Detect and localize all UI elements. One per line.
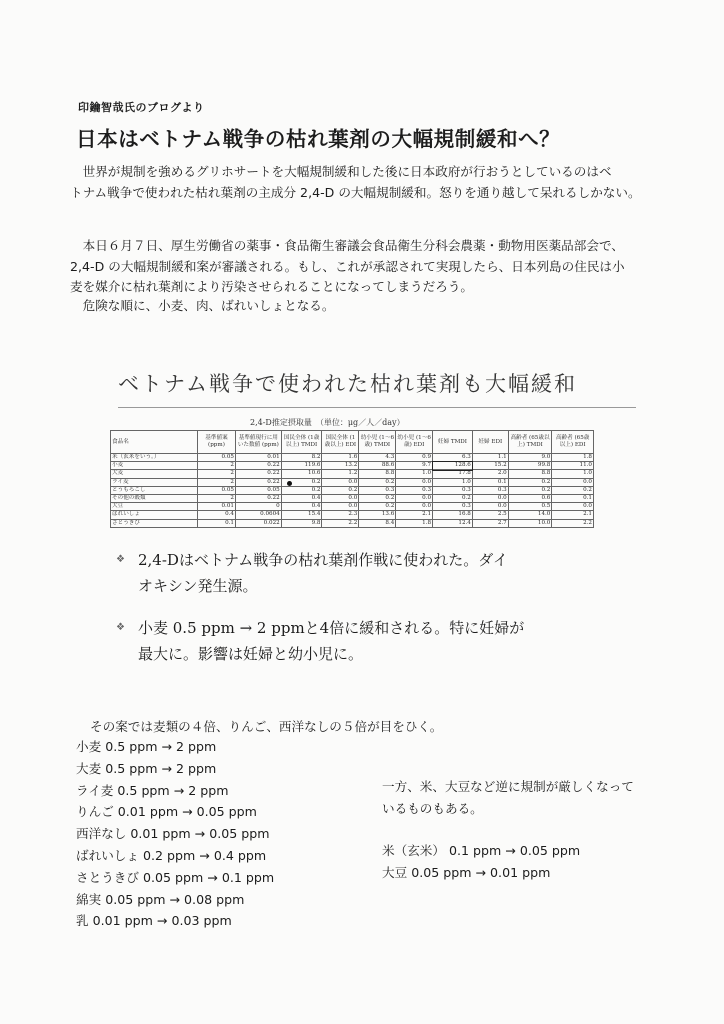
paragraph-2 [70, 236, 690, 298]
list-item: 米（玄米） 0.1 ppm → 0.05 ppm [382, 843, 581, 858]
value-cell: 0.2 [322, 486, 359, 494]
value-cell: 0.05 [197, 486, 235, 494]
value-cell: 0.0604 [235, 511, 281, 519]
value-cell: 2 [197, 470, 235, 478]
value-cell: 0.22 [235, 462, 281, 470]
slide-divider [118, 407, 636, 408]
value-cell: 0.05 [235, 486, 281, 494]
value-cell: 1.1 [472, 454, 508, 462]
paragraph-line: 危険な順に、小麦、肉、ばれいしょとなる。 [70, 298, 335, 313]
value-cell: 0.4 [281, 495, 322, 503]
value-cell: 0 [235, 503, 281, 511]
value-cell: 0.3 [396, 486, 433, 494]
value-cell: 2.1 [552, 511, 594, 519]
value-cell: 12.4 [433, 519, 473, 527]
table-row [111, 519, 594, 527]
value-cell: 0.2 [281, 486, 322, 494]
marker-dot-icon [287, 481, 292, 486]
column-header: 妊婦 TMDI [433, 431, 473, 454]
bullet-line: 最大に。影響は妊婦と幼小児に。 [138, 645, 364, 663]
table-row [111, 495, 594, 503]
value-cell: 0.05 [197, 454, 235, 462]
value-cell: 13.6 [359, 511, 396, 519]
food-name-cell: 大麦 [111, 470, 198, 478]
column-header: 基準値現行に用いた数値 (ppm) [235, 431, 281, 454]
value-cell: 1.8 [396, 519, 433, 527]
value-cell: 2.5 [472, 511, 508, 519]
diamond-bullet-icon: ❖ [116, 554, 125, 565]
value-cell: 128.6 [433, 462, 473, 470]
value-cell: 0.0 [396, 478, 433, 486]
value-cell: 0.0 [472, 495, 508, 503]
paragraph-line: 2,4-D の大幅規制緩和案が審議される。もし、これが承認されて実現したら、日本列島の住民は小 [70, 258, 625, 274]
value-cell: 0.0 [552, 503, 594, 511]
value-cell: 10.0 [508, 519, 552, 527]
slide-bullet-1 [116, 547, 621, 599]
list-item: ライ麦 0.5 ppm → 2 ppm [76, 782, 229, 798]
list-item: さとうきび 0.05 ppm → 0.1 ppm [76, 869, 275, 885]
table-row [111, 470, 594, 478]
list-item: 綿実 0.05 ppm → 0.08 ppm [76, 891, 245, 907]
table-row [111, 462, 594, 470]
intro-line: その案では麦類の４倍、りんご、西洋なしの５倍が目をひく。 [90, 719, 443, 734]
food-name-cell: 小麦 [111, 462, 198, 470]
value-cell: 0.22 [235, 478, 281, 486]
value-cell: 9.7 [396, 462, 433, 470]
list-item: 小麦 0.5 ppm → 2 ppm [76, 739, 217, 754]
value-cell: 1.0 [552, 470, 594, 478]
value-cell: 10.6 [281, 470, 322, 478]
value-cell: 0.0 [552, 478, 594, 486]
bullet-line: 2,4-Dはベトナム戦争の枯れ葉剤作戦に使われた。ダイ [138, 551, 508, 569]
value-cell: 0.3 [433, 486, 473, 494]
value-cell: 6.3 [433, 454, 473, 462]
note-line: いるものもある。 [382, 800, 483, 816]
column-header: 幼小児 (1～6歳) EDI [396, 431, 433, 454]
value-cell: 1.2 [322, 470, 359, 478]
list-item: 西洋なし 0.01 ppm → 0.05 ppm [76, 826, 270, 842]
value-cell: 0.3 [472, 486, 508, 494]
value-cell: 88.6 [359, 462, 396, 470]
column-header: 国民全体 (1歳以上) TMDI [281, 431, 322, 454]
food-name-cell: 米（玄米をいう。） [111, 454, 198, 462]
food-name-cell: 大豆 [111, 503, 198, 511]
paragraph-1 [70, 162, 690, 203]
value-cell: 8.4 [359, 519, 396, 527]
paragraph-line: 世界が規制を強めるグリホサートを大幅規制緩和した後に日本政府が行おうとしているのはベ [70, 164, 612, 179]
value-cell: 0.01 [235, 454, 281, 462]
tightened-list [382, 840, 580, 884]
value-cell: 14.0 [508, 511, 552, 519]
value-cell: 0.1 [472, 478, 508, 486]
intro-text [90, 716, 442, 738]
table-row [111, 503, 594, 511]
food-name-cell: その他の穀類 [111, 495, 198, 503]
column-header: 妊婦 EDI [472, 431, 508, 454]
value-cell: 16.8 [433, 511, 473, 519]
table-row [111, 454, 594, 462]
value-cell: 2.3 [322, 511, 359, 519]
value-cell: 8.2 [281, 454, 322, 462]
value-cell: 4.3 [359, 454, 396, 462]
slide-title: ベトナム戦争で使われた枯れ葉剤も大幅緩和 [118, 372, 577, 396]
value-cell: 0.1 [197, 519, 235, 527]
source-label: 印鑰智哉氏のブログより [78, 101, 205, 114]
table-row [111, 486, 594, 494]
value-cell: 0.3 [359, 486, 396, 494]
list-item: りんご 0.01 ppm → 0.05 ppm [76, 804, 257, 820]
column-header: 国民全体 (1歳以上) EDI [322, 431, 359, 454]
column-header: 食品名 [111, 431, 198, 454]
value-cell: 1.0 [396, 470, 433, 478]
value-cell: 0.0 [396, 503, 433, 511]
list-item: 大麦 0.5 ppm → 2 ppm [76, 760, 217, 776]
table-row [111, 478, 594, 486]
value-cell: 0.0 [322, 478, 359, 486]
value-cell: 0.22 [235, 495, 281, 503]
value-cell: 0.22 [235, 470, 281, 478]
table-body [111, 454, 594, 528]
value-cell: 8.8 [359, 470, 396, 478]
column-header: 高齢者 (65歳以上) TMDI [508, 431, 552, 454]
value-cell: 15.4 [281, 511, 322, 519]
value-cell: 0.1 [552, 495, 594, 503]
value-cell: 2 [197, 462, 235, 470]
paragraph-3 [70, 296, 690, 317]
food-name-cell: ライ麦 [111, 478, 198, 486]
paragraph-line: トナム戦争で使われた枯れ葉剤の主成分 2,4-D の大幅規制緩和。怒りを通り越して呆れるしかない。 [70, 184, 641, 200]
value-cell: 2.7 [472, 519, 508, 527]
list-item: 乳 0.01 ppm → 0.03 ppm [76, 913, 232, 929]
value-cell: 0.2 [508, 486, 552, 494]
value-cell: 0.2 [359, 478, 396, 486]
value-cell: 0.2 [359, 495, 396, 503]
value-cell: 0.022 [235, 519, 281, 527]
value-cell: 0.4 [197, 511, 235, 519]
value-cell: 0.2 [281, 478, 322, 486]
value-cell: 13.2 [322, 462, 359, 470]
food-name-cell: とうもろこし [111, 486, 198, 494]
eased-list [76, 736, 274, 932]
value-cell: 1.8 [552, 454, 594, 462]
value-cell: 9.8 [281, 519, 322, 527]
value-cell: 11.0 [552, 462, 594, 470]
column-header: 幼小児 (1～6歳) TMDI [359, 431, 396, 454]
table-row [111, 511, 594, 519]
value-cell: 0.0 [322, 495, 359, 503]
value-cell: 2.2 [322, 519, 359, 527]
value-cell: 119.6 [281, 462, 322, 470]
food-name-cell: さとうきび [111, 519, 198, 527]
value-cell: 1.0 [433, 478, 473, 486]
table-header-row [111, 431, 594, 454]
slide-bullet-2 [116, 615, 621, 667]
intake-table [110, 430, 594, 528]
value-cell: 2.1 [396, 511, 433, 519]
value-cell: 0.01 [197, 503, 235, 511]
paragraph-line: 麦を媒介に枯れ葉剤により汚染させられることになってしまうだろう。 [70, 279, 473, 294]
value-cell: 9.0 [508, 454, 552, 462]
bullet-line: オキシン発生源。 [138, 577, 258, 595]
food-name-cell: ばれいしょ [111, 511, 198, 519]
value-cell: 0.5 [508, 503, 552, 511]
value-cell: 17.8 [433, 470, 473, 478]
note-line: 一方、米、大豆など逆に規制が厳しくなって [382, 779, 634, 794]
value-cell: 0.2 [433, 495, 473, 503]
value-cell: 0.2 [552, 486, 594, 494]
paragraph-line: 本日６月７日、厚生労働省の薬事・食品衛生審議会食品衛生分科会農薬・動物用医薬品部会で、 [70, 238, 624, 253]
value-cell: 0.0 [396, 495, 433, 503]
value-cell: 2.2 [552, 519, 594, 527]
column-header: 高齢者 (65歳以上) EDI [552, 431, 594, 454]
value-cell: 0.4 [281, 503, 322, 511]
value-cell: 0.6 [508, 495, 552, 503]
value-cell: 0.3 [433, 503, 473, 511]
value-cell: 1.6 [322, 454, 359, 462]
value-cell: 2.0 [472, 470, 508, 478]
value-cell: 0.0 [322, 503, 359, 511]
column-header: 基準値案 (ppm) [197, 431, 235, 454]
value-cell: 15.2 [472, 462, 508, 470]
tightened-note [382, 776, 682, 820]
value-cell: 8.8 [508, 470, 552, 478]
list-item: 大豆 0.05 ppm → 0.01 ppm [382, 864, 551, 880]
page-title: 日本はベトナム戦争の枯れ葉剤の大幅規制緩和へ？ [76, 127, 561, 151]
bullet-line: 小麦 0.5 ppm → 2 ppmと4倍に緩和される。特に妊婦が [138, 619, 525, 637]
value-cell: 0.9 [396, 454, 433, 462]
value-cell: 0.0 [472, 503, 508, 511]
value-cell: 0.2 [508, 478, 552, 486]
value-cell: 99.8 [508, 462, 552, 470]
value-cell: 2 [197, 495, 235, 503]
value-cell: 0.2 [359, 503, 396, 511]
table-caption: 2,4-D推定摂取量 （単位：μg／人／day） [250, 418, 405, 427]
list-item: ばれいしょ 0.2 ppm → 0.4 ppm [76, 847, 267, 863]
value-cell: 2 [197, 478, 235, 486]
diamond-bullet-icon: ❖ [116, 622, 125, 633]
